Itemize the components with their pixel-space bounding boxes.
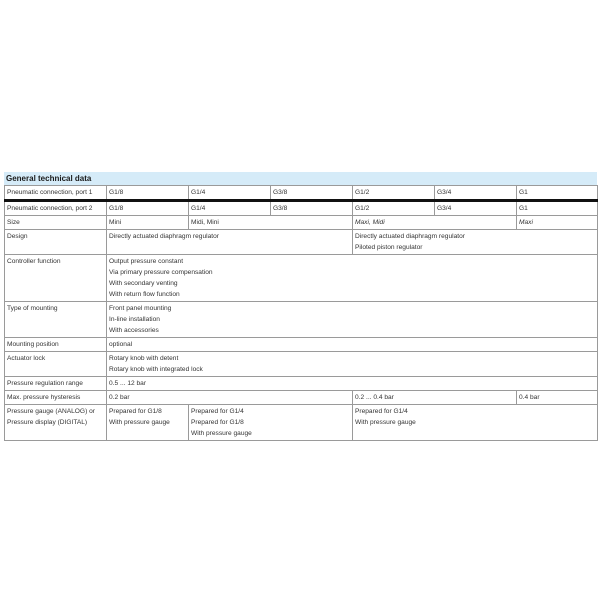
cell-line: Pressure display (DIGITAL) (7, 419, 88, 426)
cell: 0.2 bar (107, 391, 353, 405)
cell-line: With pressure gauge (191, 430, 252, 437)
table-row-controller (5, 255, 598, 302)
cell-line: Prepared for G1/4 (191, 408, 244, 415)
cell-line: Output pressure constant (109, 258, 184, 265)
cell: G3/8 (271, 201, 353, 216)
cell: Maxi, Midi (353, 216, 517, 230)
cell-line: With pressure gauge (109, 419, 170, 426)
cell: Maxi (517, 216, 598, 230)
cell-line: Prepared for G1/8 (191, 419, 244, 426)
row-label: Size (5, 216, 107, 230)
table-row-port1 (5, 186, 598, 201)
table-row-design (5, 230, 598, 255)
cell-line: Directly actuated diaphragm regulator (109, 233, 219, 240)
cell (189, 405, 353, 441)
table-row-gauge (5, 405, 598, 441)
cell-line: With secondary venting (109, 280, 178, 287)
cell (353, 230, 598, 255)
table-row-regulation-range (5, 377, 598, 391)
row-label: Max. pressure hysteresis (5, 391, 107, 405)
row-label: Mounting position (5, 338, 107, 352)
cell: 0.2 ... 0.4 bar (353, 391, 517, 405)
cell: G1/2 (353, 201, 435, 216)
cell: 0.5 ... 12 bar (107, 377, 598, 391)
cell (107, 230, 353, 255)
cell: Mini (107, 216, 189, 230)
cell-line: Via primary pressure compensation (109, 269, 213, 276)
cell: G1/8 (107, 186, 189, 201)
cell: G1 (517, 201, 598, 216)
table-title: General technical data (4, 172, 597, 185)
cell (107, 302, 598, 338)
cell: G1/4 (189, 186, 271, 201)
cell-line: With accessories (109, 327, 159, 334)
cell: G3/8 (271, 186, 353, 201)
cell-line: Prepared for G1/8 (109, 408, 162, 415)
data-table (4, 185, 598, 441)
cell: G3/4 (435, 186, 517, 201)
row-label: Pneumatic connection, port 1 (5, 186, 107, 201)
cell-line: Prepared for G1/4 (355, 408, 408, 415)
cell-line: With return flow function (109, 291, 180, 298)
row-label (5, 405, 107, 441)
cell (353, 405, 598, 441)
row-label: Controller function (5, 255, 107, 302)
cell-line: With pressure gauge (355, 419, 416, 426)
cell (107, 352, 598, 377)
cell: G1/8 (107, 201, 189, 216)
cell: optional (107, 338, 598, 352)
row-label: Design (5, 230, 107, 255)
cell-line: Rotary knob with detent (109, 355, 179, 362)
cell-line: Directly actuated diaphragm regulator (355, 233, 465, 240)
row-label: Type of mounting (5, 302, 107, 338)
cell: 0.4 bar (517, 391, 598, 405)
table-row-size (5, 216, 598, 230)
cell: Midi, Mini (189, 216, 353, 230)
table-row-actuator-lock (5, 352, 598, 377)
cell (107, 255, 598, 302)
cell: G1/4 (189, 201, 271, 216)
cell (107, 405, 189, 441)
table-row-hysteresis (5, 391, 598, 405)
cell-line: Rotary knob with integrated lock (109, 366, 203, 373)
cell: G1/2 (353, 186, 435, 201)
cell-line: Front panel mounting (109, 305, 172, 312)
cell-line: In-line installation (109, 316, 160, 323)
table-row-port2 (5, 201, 598, 216)
cell: G1 (517, 186, 598, 201)
row-label: Pressure regulation range (5, 377, 107, 391)
table-row-mounting-type (5, 302, 598, 338)
cell-line: Piloted piston regulator (355, 244, 423, 251)
cell-line: Pressure gauge (ANALOG) or (7, 408, 95, 415)
table-row-mounting-position (5, 338, 598, 352)
technical-data-table (4, 172, 597, 441)
row-label: Pneumatic connection, port 2 (5, 201, 107, 216)
cell: G3/4 (435, 201, 517, 216)
row-label: Actuator lock (5, 352, 107, 377)
